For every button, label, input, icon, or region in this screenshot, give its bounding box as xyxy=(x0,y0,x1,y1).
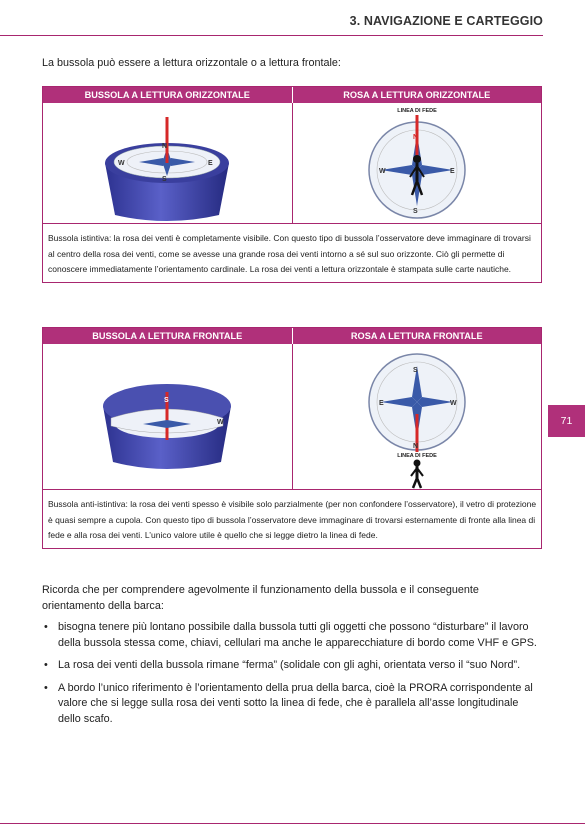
list-item-text: bisogna tenere più lontano possibile dalla bussola tutti gli oggetti che possono “disturbare” il lavoro della bussola stessa come, chiavi, cellulari ma anche le apparecchiature di bordo come VHF e GPS. xyxy=(58,621,537,649)
frontal-compass-description: Bussola anti-istintiva: la rosa dei venti spesso è visibile solo parzialmente (per non confondere l’osservatore), il vetro di protezione è quasi sempre a cupola. Con questo tipo di bussola l’osservatore deve immaginare di trovarsi esternamente di fronte alla linea di fede e alla rosa dei venti. L’unico valore utile è quello che si legge dietro la linea di fede. xyxy=(48,499,537,540)
panel-header xyxy=(43,328,541,344)
horizontal-compass-illustration xyxy=(43,103,293,223)
compass-dome-icon xyxy=(43,344,292,489)
bullet-glyph: • xyxy=(44,659,48,671)
north-label: N xyxy=(412,443,418,450)
chapter-title: 3. NAVIGAZIONE E CARTEGGIO xyxy=(349,14,543,28)
observer-figure-icon xyxy=(411,460,423,489)
horizontal-rose-title: ROSA A LETTURA ORIZZONTALE xyxy=(343,90,491,100)
panel-images xyxy=(43,103,541,224)
west-label: W xyxy=(118,160,125,167)
frontal-compass-title: BUSSOLA A LETTURA FRONTALE xyxy=(43,328,293,344)
south-label: S xyxy=(412,208,418,215)
west-label: W xyxy=(217,419,224,426)
bullet-glyph: • xyxy=(44,681,48,694)
south-label: S xyxy=(164,397,169,404)
east-label: E xyxy=(449,168,455,175)
north-label: N xyxy=(162,143,168,150)
compass-rose-icon xyxy=(293,344,542,489)
frontal-compass-panel xyxy=(42,327,542,549)
panel-images xyxy=(43,344,541,490)
list-item-text: La rosa dei venti della bussola rimane “ferma” (solidale con gli aghi, orientata verso il “suo Nord”. xyxy=(58,659,521,671)
south-label: S xyxy=(412,367,418,374)
list-item xyxy=(42,658,544,674)
footer-rule xyxy=(0,823,585,824)
east-label: E xyxy=(378,400,384,407)
south-label: S xyxy=(162,176,167,183)
header-rule xyxy=(0,35,543,36)
frontal-compass-illustration xyxy=(43,344,293,489)
fede-line-label: LINEA DI FEDE xyxy=(396,108,437,114)
west-label: W xyxy=(378,168,386,175)
compass-drum-icon xyxy=(43,103,292,223)
horizontal-rose-illustration xyxy=(293,103,542,223)
tips-list xyxy=(42,620,544,734)
north-label: N xyxy=(412,134,418,141)
intro-text: La bussola può essere a lettura orizzontale o a lettura frontale: xyxy=(42,57,341,69)
bullet-glyph: • xyxy=(44,621,48,633)
frontal-rose-illustration xyxy=(293,344,542,489)
panel-header xyxy=(43,87,541,103)
list-item xyxy=(42,620,544,651)
horizontal-compass-title: BUSSOLA A LETTURA ORIZZONTALE xyxy=(43,87,293,103)
recap-text: Ricorda che per comprendere agevolmente il funzionamento della bussola e il conseguente orientamento della barca: xyxy=(42,584,479,612)
horizontal-compass-description: Bussola istintiva: la rosa dei venti è completamente visibile. Con questo tipo di bussola l’osservatore deve immaginare di trovarsi al centro della rosa dei venti, come se avesse una grande rosa dei venti intorno a sé sul suo orizzonte. Ciò gli permette di conoscere immediatamente l’orientamento cardinale. La rosa dei venti a lettura orizzontale è stampata sulle carte nautiche. xyxy=(48,233,531,274)
west-label: W xyxy=(449,400,457,407)
page-number: 71 xyxy=(548,405,585,437)
fede-line-label: LINEA DI FEDE xyxy=(396,453,437,459)
horizontal-compass-panel xyxy=(42,86,542,283)
frontal-rose-title: ROSA A LETTURA FRONTALE xyxy=(350,331,483,341)
list-item xyxy=(42,681,544,728)
compass-rose-icon xyxy=(293,103,542,223)
list-item-text: A bordo l’unico riferimento è l’orientamento della prua della barca, cioè la PRORA corrispondente al valore che si legge sulla rosa dei venti sotto la linea di fede, che è parallela all’asse longitudinale dello scafo. xyxy=(58,681,533,725)
east-label: E xyxy=(208,160,213,167)
